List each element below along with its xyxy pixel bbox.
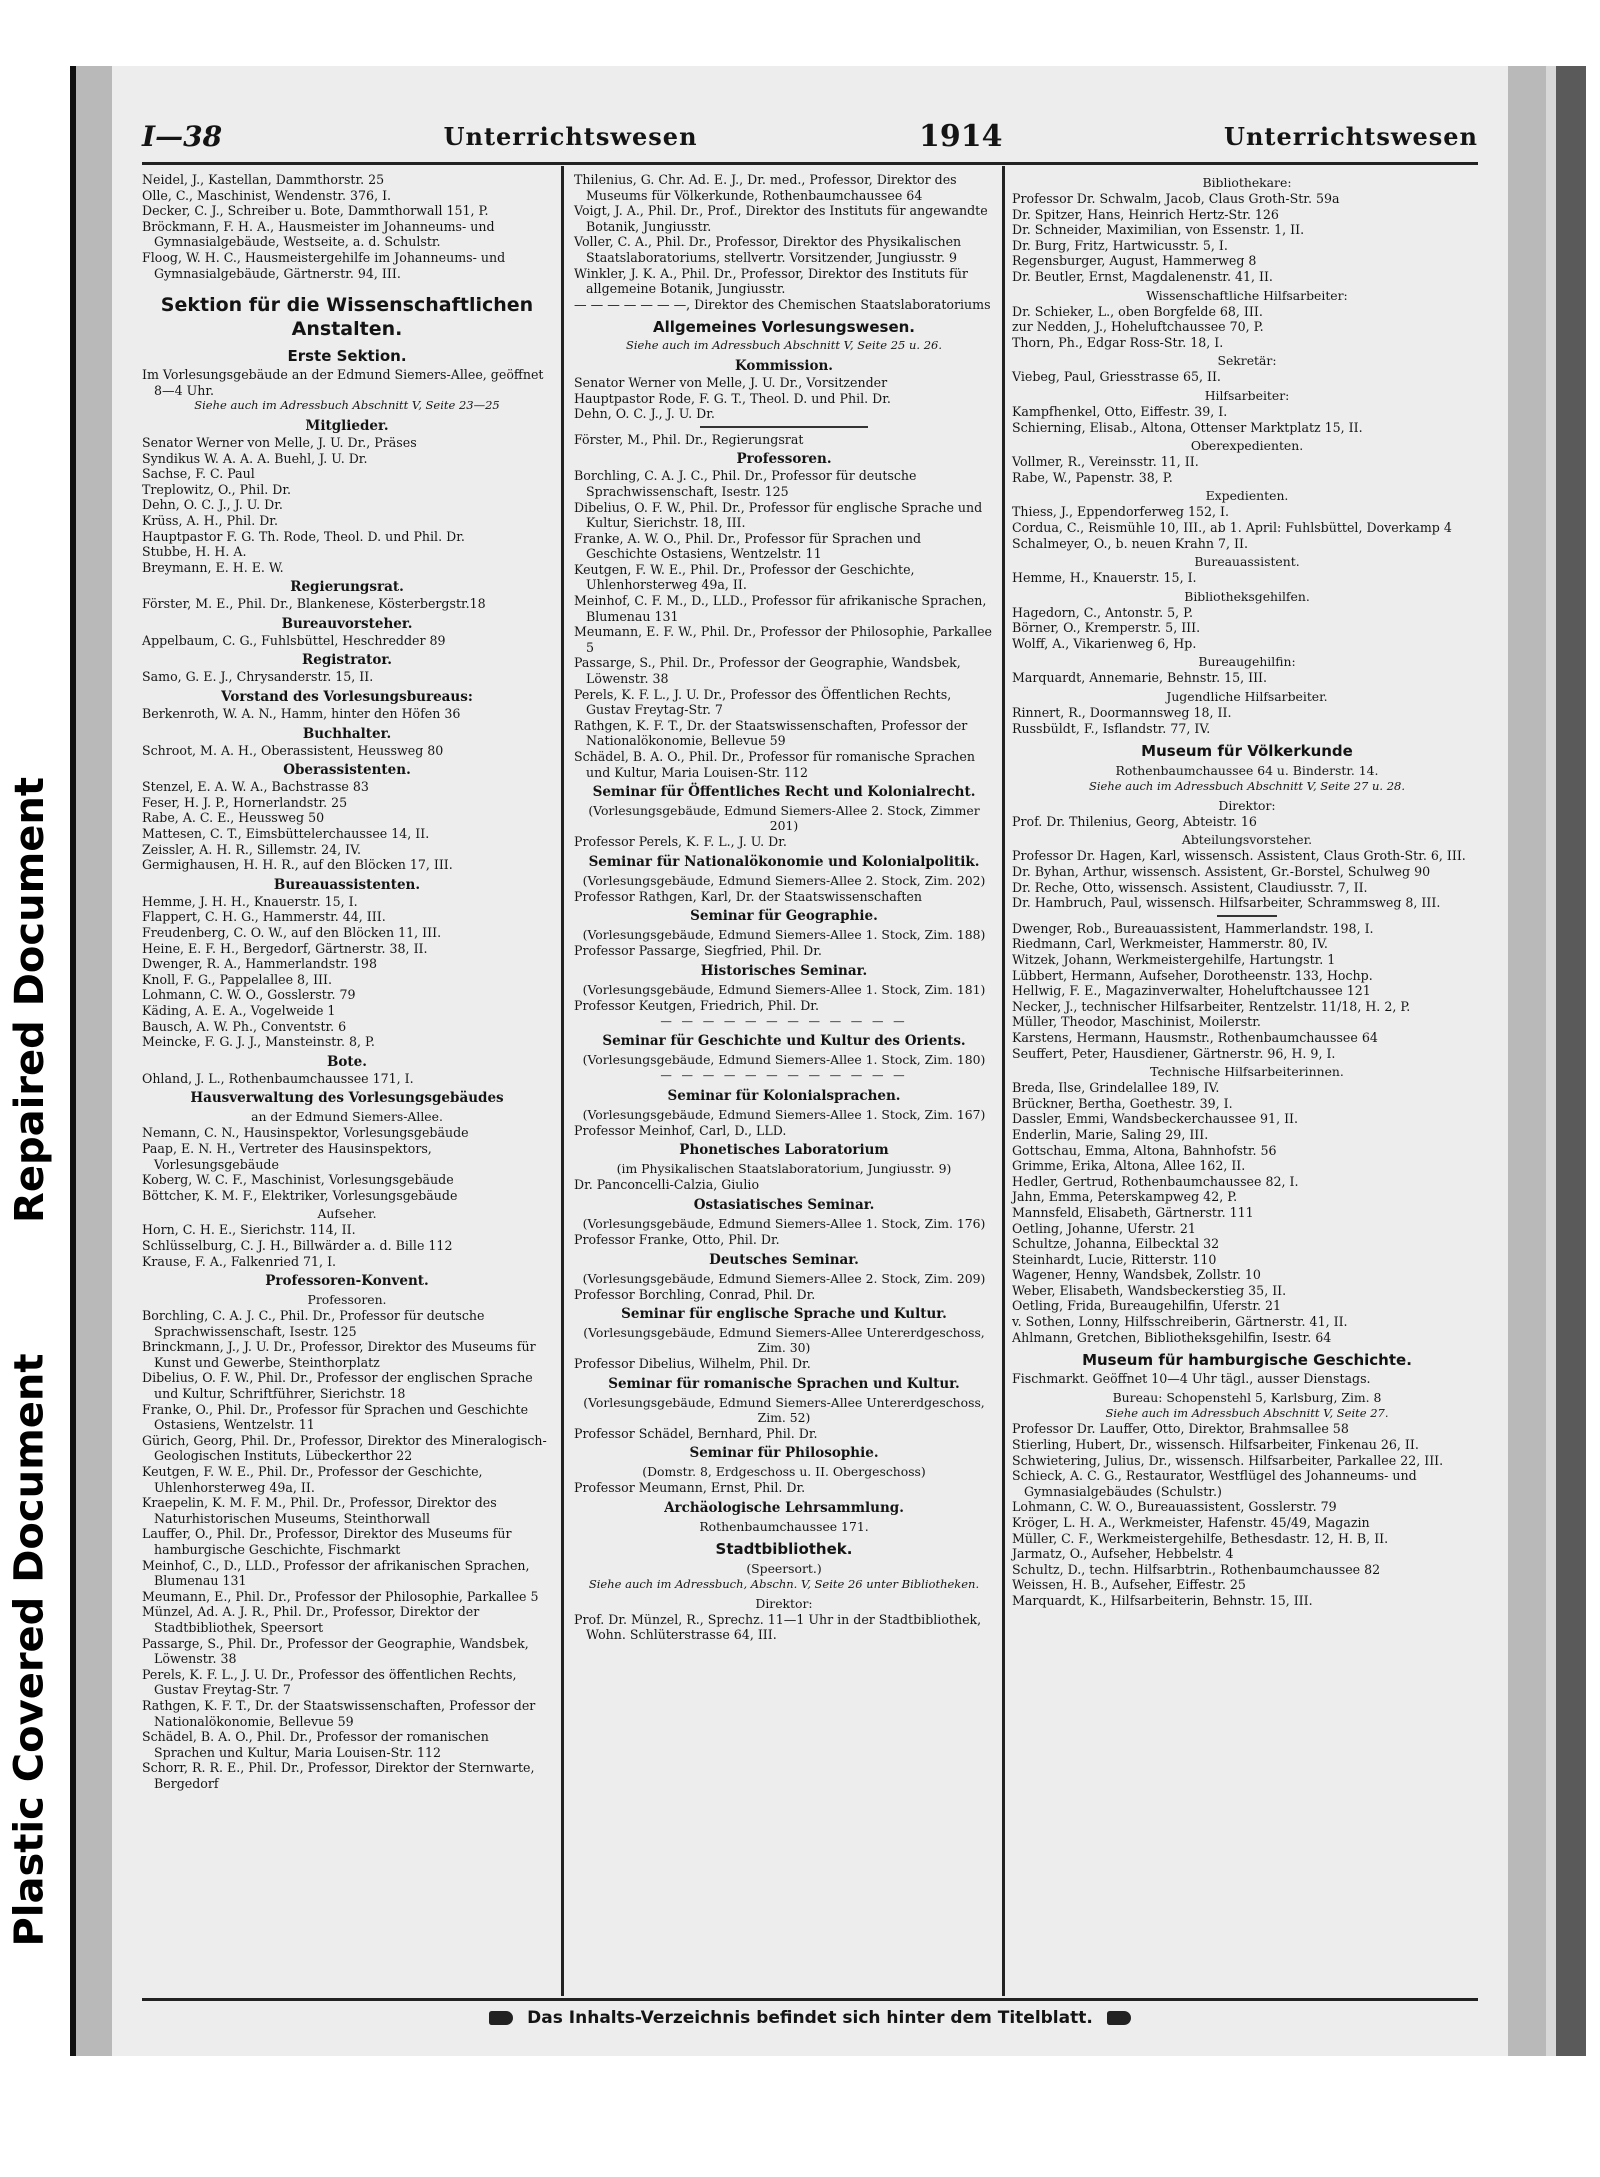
directory-entry: Berkenroth, W. A. N., Hamm, hinter den Höfen 36 — [142, 706, 461, 722]
subsection-heading: Registrator. — [302, 652, 392, 669]
directory-entry: Kröger, L. H. A., Werkmeister, Hafenstr. 45/49, Magazin — [1012, 1515, 1370, 1530]
directory-entry: Mattesen, C. T., Eimsbüttelerchaussee 14, II. — [142, 826, 430, 842]
pointing-hand-icon — [489, 2011, 513, 2025]
section-heading: Museum für Völkerkunde — [1141, 742, 1353, 761]
column-rule-2 — [1002, 166, 1005, 1996]
directory-entry: Rinnert, R., Doormannsweg 18, II. — [1012, 705, 1232, 721]
directory-entry: Ahlmann, Gretchen, Bibliotheksgehilfin, Isestr. 64 — [1012, 1329, 1332, 1345]
directory-entry: Germighausen, H. H. R., auf den Blöcken 17, III. — [142, 857, 453, 873]
subsection-heading: Historisches Seminar. — [700, 962, 868, 979]
directory-entry: Horn, C. H. E., Sierichstr. 114, II. — [142, 1222, 356, 1238]
directory-entry: Gürich, Georg, Phil. Dr., Professor, Direktor des Mineralogisch-Geologischen Instituts, Lübeckerthor 22 — [142, 1432, 547, 1464]
section-heading: Stadtbibliothek. — [715, 1539, 853, 1558]
directory-entry: Müller, C. F., Werkmeistergehilfe, Bethesdastr. 12, H. B, II. — [1012, 1530, 1389, 1546]
reference-note: Siehe auch im Adressbuch Abschnitt V, Seite 23—25 — [194, 398, 500, 413]
directory-entry: Schultz, D., techn. Hilfsarbtrin., Rothenbaumchaussee 82 — [1012, 1561, 1381, 1577]
directory-entry: Kampfhenkel, Otto, Eiffestr. 39, I. — [1012, 403, 1228, 419]
directory-entry: Dr. Hambruch, Paul, wissensch. Hilfsarbeiter, Schrammsweg 8, III. — [1012, 895, 1441, 911]
footer-text: Das Inhalts-Verzeichnis befindet sich hinter dem Titelblatt. — [527, 2008, 1093, 2028]
directory-entry: Professor Meinhof, Carl, D., LLD. — [574, 1122, 787, 1138]
subheading: (Domstr. 8, Erdgeschoss u. II. Obergeschoss) — [642, 1464, 926, 1480]
directory-entry: Weissen, H. B., Aufseher, Eiffestr. 25 — [1012, 1577, 1246, 1593]
directory-entry: Oetling, Johanne, Uferstr. 21 — [1012, 1220, 1196, 1236]
page-sheet — [112, 66, 1508, 2056]
column-1 — [142, 172, 552, 1792]
directory-entry: Schlüsselburg, C. J. H., Billwärder a. d. Bille 112 — [142, 1237, 453, 1253]
subheading: (Vorlesungsgebäude, Edmund Siemers-Allee 1. Stock, Zim. 176) — [582, 1215, 986, 1231]
directory-entry: Brückner, Bertha, Goethestr. 39, I. — [1012, 1095, 1233, 1111]
subheading: Bureaugehilfin: — [1198, 654, 1296, 670]
section-heading: Allgemeines Vorlesungswesen. — [652, 318, 916, 337]
subsection-heading: Vorstand des Vorlesungsbureaus: — [221, 689, 473, 706]
directory-entry: Heine, E. F. H., Bergedorf, Gärtnerstr. 38, II. — [142, 940, 428, 956]
subheading: Aufseher. — [317, 1206, 377, 1222]
subsection-heading: Bureauvorsteher. — [281, 615, 413, 632]
directory-entry: Hemme, H., Knauerstr. 15, I. — [1012, 570, 1197, 586]
subsection-heading: Ostasiatisches Seminar. — [693, 1196, 875, 1213]
directory-entry: Professor Dr. Hagen, Karl, wissensch. Assistent, Claus Groth-Str. 6, III. — [1012, 848, 1466, 864]
directory-entry: Ohland, J. L., Rothenbaumchaussee 171, I. — [142, 1070, 414, 1086]
directory-entry: Franke, A. W. O., Phil. Dr., Professor für Sprachen und Geschichte Ostasiens, Wentzelstr. 11 — [574, 530, 922, 562]
reference-note: Siehe auch im Adressbuch, Abschn. V, Seite 26 unter Bibliotheken. — [588, 1576, 980, 1591]
directory-entry: Flappert, C. H. G., Hammerstr. 44, III. — [142, 909, 386, 925]
directory-entry: Perels, K. F. L., J. U. Dr., Professor des Öffentlichen Rechts, Gustav Freytag-Str. 7 — [574, 686, 952, 718]
placeholder-dashes: — — — — — — — — — — — — — [660, 1013, 908, 1028]
directory-entry: Lübbert, Hermann, Aufseher, Dorotheenstr. 133, Hochp. — [1012, 967, 1373, 983]
header-rule — [142, 162, 1478, 165]
directory-entry: Wagener, Henny, Wandsbek, Zollstr. 10 — [1012, 1267, 1261, 1283]
directory-entry: Jahn, Emma, Peterskampweg 42, P. — [1012, 1189, 1238, 1205]
directory-entry: Koberg, W. C. F., Maschinist, Vorlesungsgebäude — [142, 1172, 454, 1188]
directory-entry: Dehn, O. C. J., J. U. Dr. — [574, 406, 715, 422]
directory-entry: Meinhof, C. F. M., D., LLD., Professor für afrikanische Sprachen, Blumenau 131 — [574, 593, 987, 624]
directory-entry: Professor Passarge, Siegfried, Phil. Dr. — [574, 943, 822, 959]
subheading: (Vorlesungsgebäude, Edmund Siemers-Allee 2. Stock, Zimmer 201) — [588, 803, 980, 834]
directory-entry: Keutgen, F. W. E., Phil. Dr., Professor der Geschichte, Uhlenhorsterweg 49a, II. — [574, 561, 915, 593]
directory-entry: Zeissler, A. H. R., Sillemstr. 24, IV. — [142, 841, 362, 857]
subheading: Direktor: — [755, 1595, 813, 1611]
reference-note: Siehe auch im Adressbuch Abschnitt V, Seite 27 u. 28. — [1088, 779, 1406, 794]
directory-entry: Im Vorlesungsgebäude an der Edmund Siemers-Allee, geöffnet 8—4 Uhr. — [142, 367, 544, 398]
subheading: Bibliotheksgehilfen. — [1184, 588, 1310, 604]
page-edge-light — [1546, 66, 1556, 2056]
subheading: Bureauassistent. — [1194, 554, 1300, 570]
placeholder-dashes: — — — — — — — — — — — — — [660, 1068, 908, 1083]
directory-entry: Cordua, C., Reismühle 10, III., ab 1. April: Fuhlsbüttel, Doverkamp 4 — [1012, 519, 1452, 535]
directory-entry: Bausch, A. W. Ph., Conventstr. 6 — [142, 1018, 347, 1034]
subsection-heading: Deutsches Seminar. — [709, 1251, 859, 1268]
directory-entry: Freudenberg, C. O. W., auf den Blöcken 11, III. — [142, 925, 442, 940]
directory-entry: Dibelius, O. F. W., Phil. Dr., Professor für englische Sprache und Kultur, Sierichstr. 18, III. — [574, 499, 983, 531]
directory-entry: Borchling, C. A. J. C., Phil. Dr., Professor für deutsche Sprachwissenschaft, Isestr. 125 — [142, 1308, 485, 1339]
directory-entry: Marquardt, K., Hilfsarbeiterin, Behnstr. 15, III. — [1012, 1592, 1313, 1608]
directory-entry: Dassler, Emmi, Wandsbeckerchaussee 91, II. — [1012, 1111, 1299, 1127]
side-label-plastic-text: Plastic Covered Document — [7, 1353, 53, 1947]
directory-entry: Schwietering, Julius, Dr., wissensch. Hilfsarbeiter, Parkallee 22, III. — [1012, 1452, 1444, 1468]
subheading: Expedienten. — [1205, 488, 1289, 504]
directory-entry: Keutgen, F. W. E., Phil. Dr., Professor der Geschichte, Uhlenhorsterweg 49a, II. — [142, 1464, 483, 1495]
directory-entry: Thorn, Ph., Edgar Ross-Str. 18, I. — [1012, 334, 1224, 350]
directory-entry: Börner, O., Kremperstr. 5, III. — [1012, 620, 1201, 636]
pointing-hand-icon — [1107, 2011, 1131, 2025]
subheading: Bibliothekare: — [1202, 175, 1292, 190]
subsection-heading: Phonetisches Laboratorium — [679, 1142, 889, 1159]
directory-entry: Syndikus W. A. A. A. Buehl, J. U. Dr. — [142, 450, 368, 466]
section-title: Sektion für die Wissenschaftlichen Anstalten. — [160, 294, 534, 341]
directory-entry: Passarge, S., Phil. Dr., Professor der Geographie, Wandsbek, Löwenstr. 38 — [574, 655, 961, 687]
directory-entry: Thiess, J., Eppendorferweg 152, I. — [1012, 504, 1230, 520]
reference-note: Siehe auch im Adressbuch Abschnitt V, Seite 27. — [1105, 1405, 1389, 1420]
directory-entry: Regensburger, August, Hammerweg 8 — [1012, 253, 1257, 269]
subheading: an der Edmund Siemers-Allee. — [251, 1109, 443, 1125]
directory-entry: Gottschau, Emma, Altona, Bahnhofstr. 56 — [1012, 1142, 1277, 1158]
year: 1914 — [919, 118, 1003, 154]
directory-entry: Hemme, J. H. H., Knauerstr. 15, I. — [142, 893, 358, 909]
subsection-heading: Bureauassistenten. — [273, 876, 421, 893]
directory-entry: Kraepelin, K. M. F. M., Phil. Dr., Professor, Direktor des Naturhistorischen Museums, Steinthorwall — [142, 1495, 497, 1526]
directory-entry: Seuffert, Peter, Hausdiener, Gärtnerstr. 96, H. 9, I. — [1012, 1045, 1336, 1061]
subsection-heading: Professoren. — [736, 451, 832, 468]
directory-entry: Dr. Beutler, Ernst, Magdalenenstr. 41, II. — [1012, 268, 1273, 284]
subheading: Professoren. — [307, 1292, 387, 1308]
directory-entry: Feser, H. J. P., Hornerlandstr. 25 — [142, 794, 348, 810]
directory-entry: Dibelius, O. F. W., Phil. Dr., Professor der englischen Sprache und Kultur, Schriftführer, Sierichstr. 18 — [142, 1370, 533, 1402]
subheading: Abteilungsvorsteher. — [1181, 832, 1313, 848]
subsection-heading: Seminar für Öffentliches Recht und Kolonialrecht. — [592, 784, 976, 801]
directory-entry: Münzel, Ad. A. J. R., Phil. Dr., Professor, Direktor der Stadtbibliothek, Speersort — [142, 1604, 480, 1635]
directory-entry: Professor Perels, K. F. L., J. U. Dr. — [574, 834, 787, 850]
directory-entry: Weber, Elisabeth, Wandsbeckerstieg 35, II. — [1012, 1282, 1287, 1298]
directory-entry: Meinhof, C., D., LLD., Professor der afrikanischen Sprachen, Blumenau 131 — [142, 1557, 530, 1589]
directory-entry: Hedler, Gertrud, Rothenbaumchaussee 82, I. — [1012, 1173, 1299, 1189]
directory-entry: Perels, K. F. L., J. U. Dr., Professor des öffentlichen Rechts, Gustav Freytag-Str. 7 — [142, 1666, 517, 1698]
directory-entry: Passarge, S., Phil. Dr., Professor der Geographie, Wandsbek, Löwenstr. 38 — [142, 1635, 529, 1667]
directory-entry: Knoll, F. G., Pappelallee 8, III. — [142, 971, 333, 987]
directory-entry: Krüss, A. H., Phil. Dr. — [142, 512, 278, 528]
directory-entry: Schieck, A. C. G., Restaurator, Westflügel des Johanneums- und Gymnasialgebäudes (Schulstr.) — [1012, 1468, 1417, 1499]
scanned-page — [70, 66, 1586, 2056]
directory-entry: Dr. Panconcelli-Calzia, Giulio — [574, 1177, 760, 1193]
subheading: (Vorlesungsgebäude, Edmund Siemers-Allee 2. Stock, Zim. 202) — [582, 872, 986, 888]
subheading: Sekretär: — [1217, 353, 1277, 369]
directory-entry: Dr. Schneider, Maximilian, von Essenstr. 1, II. — [1012, 222, 1305, 238]
directory-entry: Necker, J., technischer Hilfsarbeiter, Rentzelstr. 11/18, H. 2, P. — [1012, 998, 1411, 1014]
subsection-heading: Seminar für Kolonialsprachen. — [667, 1087, 901, 1104]
directory-entry: Treplowitz, O., Phil. Dr. — [142, 481, 292, 497]
directory-entry: zur Nedden, J., Hoheluftchaussee 70, P. — [1012, 319, 1264, 335]
directory-entry: Floog, W. H. C., Hausmeistergehilfe im Johanneums- und Gymnasialgebäude, Gärtnerstr. 94, III. — [142, 249, 506, 281]
directory-entry: Grimme, Erika, Altona, Allee 162, II. — [1012, 1158, 1246, 1174]
subsection-heading: Bote. — [327, 1053, 367, 1070]
subheading: Jugendliche Hilfsarbeiter. — [1166, 689, 1328, 705]
directory-entry: — — — — — — —, Direktor des Chemischen Staatslaboratoriums — [574, 296, 991, 312]
directory-entry: Stenzel, E. A. W. A., Bachstrasse 83 — [142, 779, 369, 795]
directory-entry: Brinckmann, J., J. U. Dr., Professor, Direktor des Museums für Kunst und Gewerbe, Steinthorplatz — [142, 1339, 536, 1370]
directory-entry: Krause, F. A., Falkenried 71, I. — [142, 1253, 337, 1269]
directory-entry: Marquardt, Annemarie, Behnstr. 15, III. — [1012, 670, 1268, 686]
directory-entry: Förster, M., Phil. Dr., Regierungsrat — [574, 431, 804, 447]
directory-entry: Appelbaum, C. G., Fuhlsbüttel, Heschredder 89 — [142, 632, 446, 648]
directory-entry: Professor Dibelius, Wilhelm, Phil. Dr. — [574, 1356, 811, 1372]
directory-entry: Stierling, Hubert, Dr., wissensch. Hilfsarbeiter, Finkenau 26, II. — [1012, 1437, 1419, 1453]
directory-entry: Dwenger, Rob., Bureauassistent, Hammerlandstr. 198, I. — [1012, 920, 1374, 936]
side-label-plastic — [2, 1310, 58, 1990]
footer-rule — [142, 1998, 1478, 2001]
directory-entry: Prof. Dr. Münzel, R., Sprechz. 11—1 Uhr in der Stadtbibliothek, Wohn. Schlüterstrasse 64, III. — [574, 1611, 982, 1643]
directory-entry: Rathgen, K. F. T., Dr. der Staatswissenschaften, Professor der Nationalökonomie, Bellevue 59 — [142, 1697, 536, 1729]
subsection-heading: Seminar für Nationalökonomie und Kolonialpolitik. — [588, 853, 980, 870]
running-title-right: Unterrichtswesen — [1224, 121, 1478, 151]
directory-entry: Stubbe, H. H. A. — [142, 544, 247, 560]
page-header — [142, 116, 1478, 156]
directory-entry: Rathgen, K. F. T., Dr. der Staatswissenschaften, Professor der Nationalökonomie, Bellevue 59 — [574, 717, 968, 749]
footer-note — [112, 2008, 1508, 2028]
directory-entry: Neidel, J., Kastellan, Dammthorstr. 25 — [142, 172, 385, 187]
subsection-heading: Kommission. — [735, 357, 833, 374]
directory-entry: Schädel, B. A. O., Phil. Dr., Professor der romanischen Sprachen und Kultur, Maria Louisen-Str. 112 — [142, 1729, 489, 1760]
directory-entry: Breda, Ilse, Grindelallee 189, IV. — [1012, 1080, 1220, 1096]
subsection-heading: Mitglieder. — [305, 417, 389, 434]
running-title-left: Unterrichtswesen — [443, 121, 698, 151]
subsection-heading: Professoren-Konvent. — [265, 1273, 429, 1290]
directory-entry: Professor Schädel, Bernhard, Phil. Dr. — [574, 1425, 818, 1441]
side-label-repaired — [2, 740, 58, 1260]
subsection-heading: Buchhalter. — [302, 725, 392, 742]
directory-entry: Sachse, F. C. Paul — [142, 466, 255, 482]
column-rule-1 — [561, 166, 564, 1996]
directory-entry: Professor Rathgen, Karl, Dr. der Staatswissenschaften — [574, 888, 923, 904]
reference-note: Siehe auch im Adressbuch Abschnitt V, Seite 25 u. 26. — [625, 338, 943, 353]
subsection-heading: Archäologische Lehrsammlung. — [664, 1499, 904, 1516]
directory-entry: Vollmer, R., Vereinsstr. 11, II. — [1012, 454, 1199, 470]
directory-entry: Jarmatz, O., Aufseher, Hebbelstr. 4 — [1012, 1546, 1234, 1562]
side-label-repaired-text: Repaired Document — [7, 777, 53, 1223]
subsection-heading: Seminar für Geschichte und Kultur des Orients. — [602, 1033, 966, 1050]
directory-entry: Böttcher, K. M. F., Elektriker, Vorlesungsgebäude — [142, 1187, 458, 1203]
page-edge-dark — [1556, 66, 1586, 2056]
directory-entry: Rabe, W., Papenstr. 38, P. — [1012, 469, 1173, 485]
directory-entry: Hellwig, F. E., Magazinverwalter, Hoheluftchaussee 121 — [1012, 983, 1371, 999]
directory-entry: Viebeg, Paul, Griesstrasse 65, II. — [1012, 369, 1221, 385]
directory-entry: Hauptpastor Rode, F. G. T., Theol. D. und Phil. Dr. — [574, 390, 891, 406]
subheading: Rothenbaumchaussee 171. — [699, 1518, 869, 1534]
subsection-heading: Regierungsrat. — [290, 579, 404, 596]
subheading: (im Physikalischen Staatslaboratorium, Jungiusstr. 9) — [616, 1161, 952, 1177]
subheading: Technische Hilfsarbeiterinnen. — [1150, 1064, 1344, 1080]
subheading: (Speersort.) — [746, 1560, 822, 1576]
directory-entry: Professor Keutgen, Friedrich, Phil. Dr. — [574, 997, 819, 1013]
directory-entry: Dehn, O. C. J., J. U. Dr. — [142, 497, 283, 513]
directory-entry: Olle, C., Maschinist, Wendenstr. 376, I. — [142, 187, 392, 203]
directory-entry: Professor Franke, Otto, Phil. Dr. — [574, 1231, 780, 1247]
subheading: (Vorlesungsgebäude, Edmund Siemers-Allee 1. Stock, Zim. 180) — [582, 1052, 986, 1068]
directory-entry: Witzek, Johann, Werkmeistergehilfe, Hartungstr. 1 — [1012, 952, 1336, 967]
page-number: I—38 — [142, 119, 223, 153]
subheading: Hilfsarbeiter: — [1204, 387, 1290, 403]
directory-entry: Professor Dr. Lauffer, Otto, Direktor, Brahmsallee 58 — [1012, 1421, 1349, 1437]
directory-entry: Müller, Theodor, Maschinist, Moilerstr. — [1012, 1014, 1261, 1030]
subheading: (Vorlesungsgebäude, Edmund Siemers-Allee 1. Stock, Zim. 167) — [582, 1106, 986, 1122]
directory-entry: Thilenius, G. Chr. Ad. E. J., Dr. med., Professor, Direktor des Museums für Völkerkunde, Rothenbaumchaussee 64 — [574, 172, 957, 203]
subheading: (Vorlesungsgebäude, Edmund Siemers-Allee 1. Stock, Zim. 181) — [582, 981, 986, 997]
directory-entry: Dr. Byhan, Arthur, wissensch. Assistent, Gr.-Borstel, Schulweg 90 — [1012, 864, 1431, 880]
directory-entry: Hagedorn, C., Antonstr. 5, P. — [1012, 604, 1194, 620]
divider — [700, 426, 868, 428]
directory-entry: Dwenger, R. A., Hammerlandstr. 198 — [142, 956, 377, 972]
directory-entry: Hauptpastor F. G. Th. Rode, Theol. D. und Phil. Dr. — [142, 528, 465, 544]
directory-entry: Meumann, E. F. W., Phil. Dr., Professor der Philosophie, Parkallee 5 — [574, 624, 992, 655]
directory-entry: Schierning, Elisab., Altona, Ottenser Marktplatz 15, II. — [1012, 419, 1363, 435]
directory-entry: Wolff, A., Vikarienweg 6, Hp. — [1012, 635, 1197, 651]
subheading: Oberexpedienten. — [1190, 438, 1304, 454]
directory-entry: Karstens, Hermann, Hausmstr., Rothenbaumchaussee 64 — [1012, 1029, 1378, 1045]
directory-entry: Schultze, Johanna, Eilbecktal 32 — [1012, 1236, 1220, 1252]
subheading: Direktor: — [1218, 797, 1276, 813]
directory-entry: Enderlin, Marie, Saling 29, III. — [1012, 1126, 1209, 1142]
subsection-heading: Seminar für Geographie. — [690, 908, 878, 925]
directory-entry: Professor Borchling, Conrad, Phil. Dr. — [574, 1286, 816, 1302]
directory-entry: Voller, C. A., Phil. Dr., Professor, Direktor des Physikalischen Staatslaboratoriums, stellvertr. Vorsitzender, Jungiusstr. 9 — [574, 234, 962, 265]
directory-entry: v. Sothen, Lonny, Hilfsschreiberin, Gärtnerstr. 41, II. — [1012, 1314, 1348, 1330]
directory-entry: Mannsfeld, Elisabeth, Gärtnerstr. 111 — [1012, 1204, 1254, 1220]
directory-entry: Voigt, J. A., Phil. Dr., Prof., Direktor des Instituts für angewandte Botanik, Jungiusstr. — [574, 203, 988, 234]
directory-entry: Riedmann, Carl, Werkmeister, Hammerstr. 80, IV. — [1012, 936, 1328, 952]
subheading: Bureau: Schopenstehl 5, Karlsburg, Zim. 8 — [1112, 1389, 1382, 1405]
directory-entry: Schädel, B. A. O., Phil. Dr., Professor für romanische Sprachen und Kultur, Maria Louisen-Str. 112 — [574, 749, 975, 780]
subsection-heading: Oberassistenten. — [283, 762, 411, 779]
directory-entry: Fischmarkt. Geöffnet 10—4 Uhr tägl., ausser Dienstags. — [1012, 1371, 1371, 1387]
directory-entry: Decker, C. J., Schreiber u. Bote, Dammthorwall 151, P. — [142, 203, 489, 219]
subheading: Wissenschaftliche Hilfsarbeiter: — [1146, 287, 1348, 303]
section-heading: Erste Sektion. — [287, 347, 407, 366]
directory-entry: Schorr, R. R. E., Phil. Dr., Professor, Direktor der Sternwarte, Bergedorf — [142, 1760, 535, 1791]
directory-entry: Steinhardt, Lucie, Ritterstr. 110 — [1012, 1251, 1217, 1267]
directory-entry: Meumann, E., Phil. Dr., Professor der Philosophie, Parkallee 5 — [142, 1588, 539, 1604]
divider — [1217, 915, 1277, 917]
directory-entry: Winkler, J. K. A., Phil. Dr., Professor, Direktor des Instituts für allgemeine Botanik, Jungiusstr. — [574, 265, 968, 297]
directory-entry: Schroot, M. A. H., Oberassistent, Heussweg 80 — [142, 742, 444, 758]
directory-entry: Schalmeyer, O., b. neuen Krahn 7, II. — [1012, 535, 1248, 551]
directory-entry: Franke, O., Phil. Dr., Professor für Sprachen und Geschichte Ostasiens, Wentzelstr. 11 — [142, 1401, 529, 1433]
directory-entry: Russbüldt, F., Isflandstr. 77, IV. — [1012, 720, 1211, 736]
directory-entry: Lauffer, O., Phil. Dr., Professor, Direktor des Museums für hamburgische Geschichte, Fischmarkt — [142, 1526, 512, 1557]
directory-entry: Prof. Dr. Thilenius, Georg, Abteistr. 16 — [1012, 813, 1257, 829]
column-2 — [574, 172, 994, 1643]
column-3 — [1012, 172, 1482, 1609]
subheading: (Vorlesungsgebäude, Edmund Siemers-Allee Untererdgeschoss, Zim. 52) — [583, 1394, 985, 1425]
directory-entry: Rabe, A. C. E., Heussweg 50 — [142, 810, 325, 826]
directory-entry: Lohmann, C. W. O., Bureauassistent, Gosslerstr. 79 — [1012, 1499, 1337, 1515]
subsection-heading: Seminar für romanische Sprachen und Kultur. — [608, 1375, 960, 1392]
directory-entry: Käding, A. E. A., Vogelweide 1 — [142, 1002, 336, 1018]
directory-entry: Dr. Schieker, L., oben Borgfelde 68, III. — [1012, 303, 1263, 319]
directory-entry: Dr. Spitzer, Hans, Heinrich Hertz-Str. 126 — [1012, 206, 1279, 222]
directory-entry: Professor Meumann, Ernst, Phil. Dr. — [574, 1480, 806, 1496]
directory-entry: Borchling, C. A. J. C., Phil. Dr., Professor für deutsche Sprachwissenschaft, Isestr. 125 — [574, 468, 917, 499]
subheading: (Vorlesungsgebäude, Edmund Siemers-Allee Untererdgeschoss, Zim. 30) — [583, 1325, 985, 1356]
directory-entry: Dr. Burg, Fritz, Hartwicusstr. 5, I. — [1012, 237, 1228, 253]
directory-entry: Samo, G. E. J., Chrysanderstr. 15, II. — [142, 669, 374, 685]
subheading: (Vorlesungsgebäude, Edmund Siemers-Allee 2. Stock, Zim. 209) — [582, 1270, 986, 1286]
subheading: Rothenbaumchaussee 64 u. Binderstr. 14. — [1115, 763, 1379, 779]
directory-entry: Oetling, Frida, Bureaugehilfin, Uferstr. 21 — [1012, 1298, 1282, 1314]
subsection-heading: Hausverwaltung des Vorlesungsgebäudes — [190, 1090, 504, 1107]
directory-entry: Meincke, F. G. J. J., Mansteinstr. 8, P. — [142, 1034, 375, 1050]
directory-entry: Bröckmann, F. H. A., Hausmeister im Johanneums- und Gymnasialgebäude, Westseite, a. d. Schulstr. — [142, 218, 495, 250]
directory-entry: Lohmann, C. W. O., Gosslerstr. 79 — [142, 987, 356, 1003]
section-heading: Museum für hamburgische Geschichte. — [1082, 1351, 1412, 1370]
directory-entry: Senator Werner von Melle, J. U. Dr., Präses — [142, 434, 417, 450]
directory-entry: Paap, E. N. H., Vertreter des Hausinspektors, Vorlesungsgebäude — [142, 1140, 432, 1172]
subsection-heading: Seminar für englische Sprache und Kultur. — [621, 1306, 947, 1323]
directory-entry: Nemann, C. N., Hausinspektor, Vorlesungsgebäude — [142, 1125, 469, 1141]
directory-entry: Professor Dr. Schwalm, Jacob, Claus Groth-Str. 59a — [1012, 191, 1340, 206]
directory-entry: Breymann, E. H. E. W. — [142, 559, 284, 575]
subheading: (Vorlesungsgebäude, Edmund Siemers-Allee 1. Stock, Zim. 188) — [582, 927, 986, 943]
directory-entry: Senator Werner von Melle, J. U. Dr., Vorsitzender — [574, 374, 888, 390]
directory-entry: Dr. Reche, Otto, wissensch. Assistent, Claudiusstr. 7, II. — [1012, 879, 1368, 895]
directory-entry: Förster, M. E., Phil. Dr., Blankenese, Kösterbergstr.18 — [142, 596, 486, 612]
subsection-heading: Seminar für Philosophie. — [689, 1445, 879, 1462]
